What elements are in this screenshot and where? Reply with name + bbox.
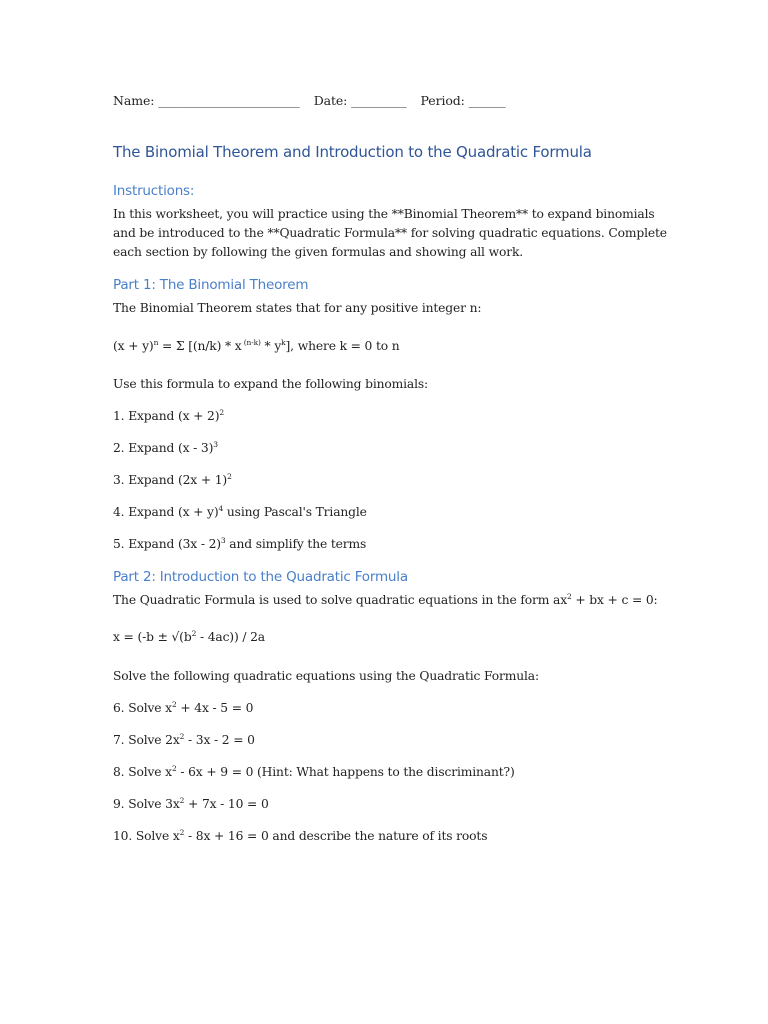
part2-instruction: Solve the following quadratic equations using the Quadratic Formula: (113, 669, 539, 683)
part2-heading: Part 2: Introduction to the Quadratic Formula (113, 569, 408, 585)
problem-5: 5. Expand (3x - 2)$^3$ and simplify the terms (113, 536, 367, 551)
instructions-line-2: and be introduced to the **Quadratic Formula** for solving quadratic equations. Complete (113, 226, 667, 240)
problem-2: 2. Expand (x - 3)$^3$ (113, 440, 218, 455)
worksheet-title: The Binomial Theorem and Introduction to the Quadratic Formula (113, 143, 592, 161)
problem-9: 9. Solve $3x^2 + 7x - 10 = 0$ (113, 796, 269, 811)
part1-instruction: Use this formula to expand the following binomials: (113, 377, 429, 391)
instructions-line-3: each section by following the given formulas and showing all work. (113, 245, 524, 259)
name-field: Name: _______________________ (113, 93, 300, 108)
problem-4: 4. Expand $(x + y)^4$ using Pascal's Triangle (113, 504, 367, 519)
problem-3: 3. Expand $(2x + 1)^2$ (113, 472, 232, 487)
part1-intro: The Binomial Theorem states that for any positive integer n: (113, 301, 482, 315)
problem-6: 6. Solve $x^2 + 4x - 5 = 0$ (113, 700, 254, 715)
problem-1: 1. Expand $(x + 2)^2$ (113, 408, 225, 423)
binomial-formula: $(x + y)^n = \Sigma$ [(n/k) * x $^{(n-k)} * y^k$], where k = 0 to n (113, 338, 400, 353)
part1-heading: Part 1: The Binomial Theorem (113, 277, 309, 293)
date-field: Date: _________ (313, 93, 407, 108)
quadratic-formula: $x = (-b \pm √(b^2 - 4ac)) / 2a$ (113, 629, 265, 644)
instructions-line-1: In this worksheet, you will practice using the **Binomial Theorem** to expand binomials (113, 207, 655, 221)
part2-intro: The Quadratic Formula is used to solve quadratic equations in the form $ax^2$ + bx + c = 0: (113, 592, 658, 607)
instructions-heading: Instructions: (113, 183, 195, 199)
problem-7: 7. Solve $2x^2 - 3x - 2 = 0$ (113, 732, 255, 747)
problem-8: 8. Solve $x^2 - 6x + 9 = 0$ (Hint: What happens to the discriminant?) (113, 764, 515, 779)
student-info-line (113, 93, 506, 108)
period-field: Period: ______ (420, 93, 506, 108)
problem-10: 10. Solve $x^2 - 8x + 16 = 0$ and describe the nature of its roots (113, 828, 488, 843)
